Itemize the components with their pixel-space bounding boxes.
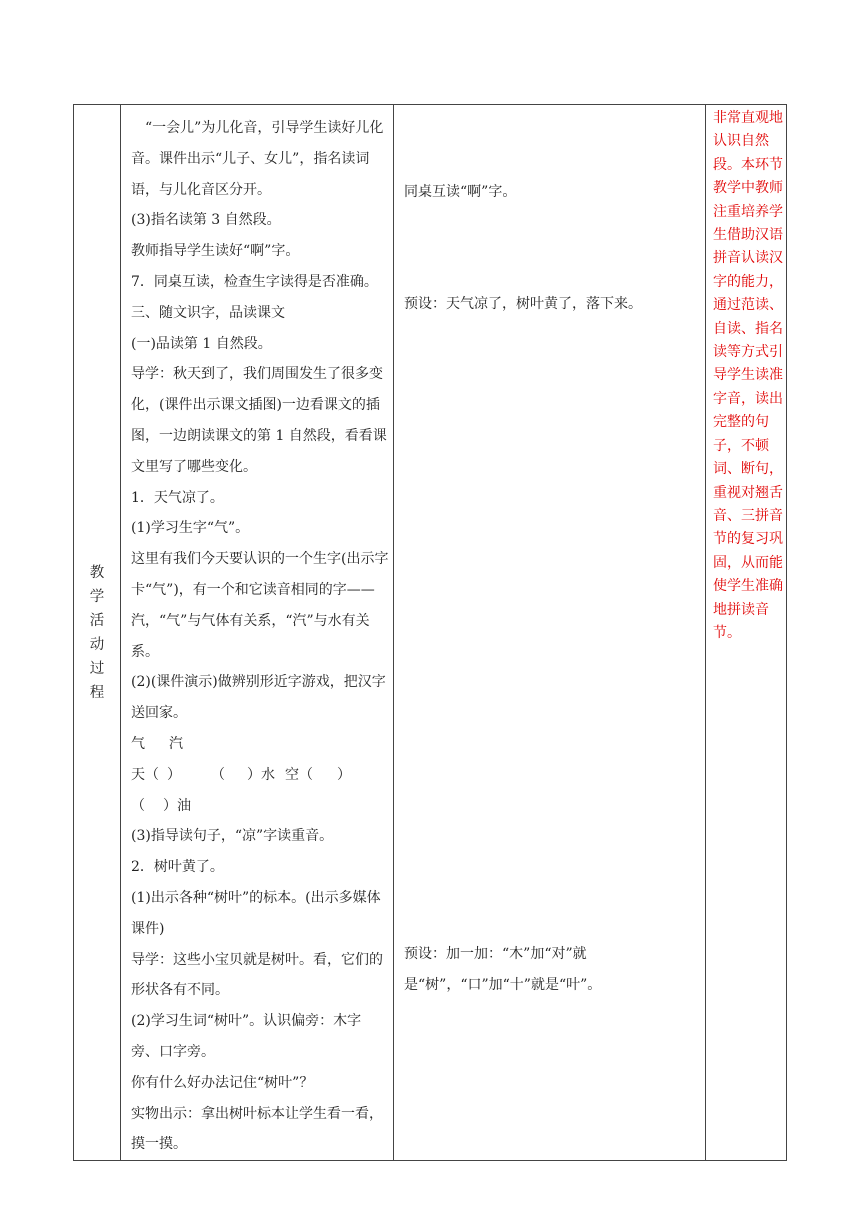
game-row-1 [131, 760, 389, 791]
game-char: 气 [131, 735, 145, 752]
activity-paragraph: (1)出示各种“树叶”的标本。(出示多媒体课件) [131, 889, 381, 937]
activity-paragraph: 7．同桌互读，检查生字读得是否准确。 [131, 273, 378, 290]
table-row [74, 105, 787, 1161]
student-note: 同桌互读“啊”字。 [404, 184, 517, 200]
game-chars-row [131, 729, 389, 760]
activity-heading: 三、随文识字，品读课文 [131, 304, 285, 321]
activity-paragraph: 导学：秋天到了，我们周围发生了很多变化，(课件出示课文插图)一边看课文的插图，一边朗读课文的第 1 自然段，看看课文里写了哪些变化。 [131, 366, 387, 475]
blank-right: ）油 [163, 797, 191, 814]
activity-paragraph: 你有什么好办法记住“树叶”？ [131, 1074, 314, 1091]
game-char: 汽 [169, 735, 183, 752]
blank-left: （ [211, 766, 225, 783]
activity-paragraph: (3)指导读句子，“凉”字读重音。 [131, 828, 334, 845]
blank-right: ） [167, 766, 181, 783]
activity-paragraph: 2．树叶黄了。 [131, 859, 224, 876]
activity-paragraph: 1．天气凉了。 [131, 489, 224, 506]
activity-paragraph: 这里有我们今天要认识的一个生字(出示字卡“气”)，有一个和它读音相同的字——汽，“气”与气体有关系，“汽”与水有关系。 [131, 551, 389, 660]
blank-left: （ [131, 797, 145, 814]
section-label-cell [74, 105, 121, 1161]
activity-paragraph: (一)品读第 1 自然段。 [131, 335, 272, 352]
activity-paragraph: 教师指导学生读好“啊”字。 [131, 243, 300, 260]
student-activity-cell [394, 105, 706, 1161]
activity-paragraph: (1)学习生字“气”。 [131, 520, 250, 537]
reflection-text: 非常直观地认识自然段。本环节教学中教师注重培养学生借助汉语拼音认读汉字的能力，通过范读、自读、指名读等方式引导学生读准字音，读出完整的句子，不顿词、断句，重视对翘舌音、三拼音节的复习巩固，从而能使学生准确地拼读音节。 [713, 110, 783, 641]
blank-right: ） [337, 766, 351, 783]
activity-paragraph: (2)(课件演示)做辨别形近字游戏，把汉字送回家。 [131, 674, 386, 722]
lesson-plan-table [73, 104, 787, 1161]
activity-paragraph: 导学：这些小宝贝就是树叶。看，它们的形状各有不同。 [131, 951, 383, 999]
reflection-cell [706, 105, 787, 1161]
student-note: 预设：天气凉了，树叶黄了，落下来。 [404, 296, 642, 312]
student-note: 预设：加一加：“木”加“对”就是“树”，“口”加“十”就是“叶”。 [404, 946, 602, 993]
blank-left: 空（ [285, 766, 313, 783]
activity-paragraph: (2)学习生词“树叶”。认识偏旁：木字旁、口字旁。 [131, 1013, 362, 1060]
activity-paragraph: 实物出示：拿出树叶标本让学生看一看，摸一摸。 [131, 1105, 383, 1153]
activity-paragraph: (3)指名读第 3 自然段。 [131, 212, 281, 229]
teacher-activity-cell [121, 105, 394, 1161]
section-label: 教学活动过程 [89, 564, 105, 701]
activity-paragraph: “一会儿”为儿化音，引导学生读好儿化音。课件出示“儿子、女儿”，指名读词语，与儿化音区分开。 [131, 120, 384, 198]
game-row-2 [131, 791, 389, 822]
blank-left: 天（ [131, 766, 159, 783]
blank-right: ）水 [247, 766, 275, 783]
